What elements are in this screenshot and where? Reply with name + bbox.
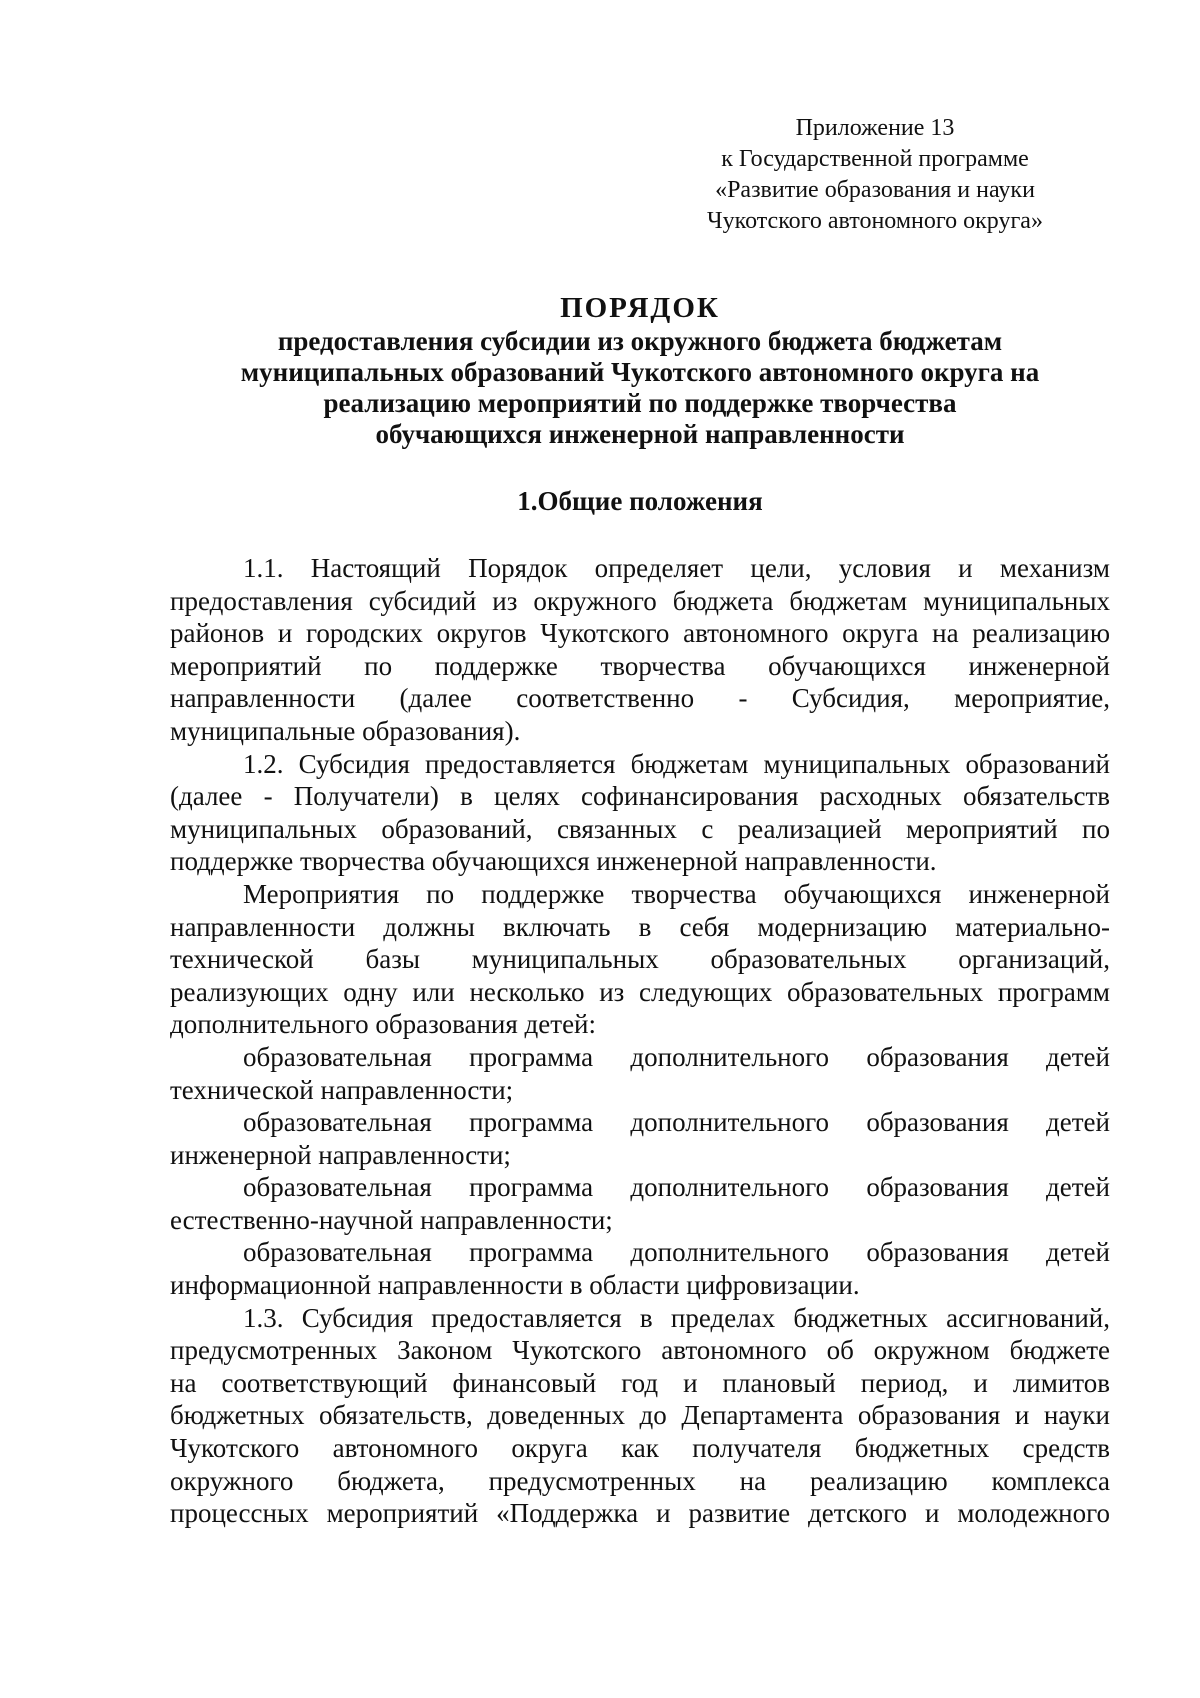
paragraph-line: дополнительного образования детей:: [170, 1009, 597, 1040]
paragraph-line: (далее - Получатели) в целях софинансирования расходных обязательств: [170, 781, 1110, 812]
paragraph-line: бюджетных обязательств, доведенных до Департамента образования и науки: [170, 1400, 1110, 1431]
list-item-line: технической направленности;: [170, 1074, 514, 1105]
appendix-line: «Развитие образования и науки: [715, 177, 1035, 203]
paragraph-line: процессных мероприятий «Поддержка и развитие детского и молодежного: [170, 1498, 1110, 1529]
paragraph-line: направленности должны включать в себя модернизацию материально-: [170, 911, 1110, 942]
paragraph-line: окружного бюджета, предусмотренных на реализацию комплекса: [170, 1465, 1110, 1496]
body-text: [170, 552, 1110, 1530]
document-subtitle-line: реализацию мероприятий по поддержке творчества: [323, 388, 957, 418]
paragraph-line: муниципальные образования).: [170, 715, 521, 746]
list-item-line: информационной направленности в области цифровизации.: [170, 1270, 860, 1301]
document-subtitle-line: обучающихся инженерной направленности: [375, 419, 905, 449]
list-item-line: инженерной направленности;: [170, 1139, 511, 1170]
paragraph-line: на соответствующий финансовый год и плановый период, и лимитов: [170, 1367, 1110, 1398]
list-item-line: образовательная программа дополнительного образования детей: [243, 1107, 1110, 1138]
document-title: ПОРЯДОК: [560, 292, 720, 324]
appendix-line: Чукотского автономного округа»: [707, 208, 1043, 234]
document-title-block: [170, 290, 1110, 450]
appendix-header: [690, 113, 1060, 237]
paragraph-line: технической базы муниципальных образовательных организаций,: [170, 944, 1110, 975]
paragraph-line: 1.3. Субсидия предоставляется в пределах бюджетных ассигнований,: [243, 1302, 1110, 1333]
paragraph-line: 1.2. Субсидия предоставляется бюджетам муниципальных образований: [243, 748, 1110, 779]
paragraph-line: предоставления субсидий из окружного бюджета бюджетам муниципальных: [170, 585, 1110, 616]
appendix-line: Приложение 13: [795, 115, 955, 141]
paragraph-line: мероприятий по поддержке творчества обучающихся инженерной: [170, 650, 1110, 681]
paragraph-line: поддержке творчества обучающихся инженерной направленности.: [170, 846, 937, 877]
document-subtitle-line: муниципальных образований Чукотского автономного округа на: [240, 357, 1040, 387]
section-heading: 1.Общие положения: [517, 486, 763, 516]
paragraph-line: муниципальных образований, связанных с реализацией мероприятий по: [170, 813, 1110, 844]
paragraph-line: направленности (далее соответственно - Субсидия, мероприятие,: [170, 683, 1110, 714]
appendix-line: к Государственной программе: [721, 146, 1029, 172]
paragraph-line: Мероприятия по поддержке творчества обучающихся инженерной: [243, 878, 1110, 909]
list-item-line: образовательная программа дополнительного образования детей: [243, 1237, 1110, 1268]
paragraph-line: 1.1. Настоящий Порядок определяет цели, условия и механизм: [243, 553, 1110, 583]
document-subtitle-line: предоставления субсидии из окружного бюджета бюджетам: [277, 326, 1003, 356]
paragraph-line: районов и городских округов Чукотского автономного округа на реализацию: [170, 618, 1110, 649]
paragraph-line: реализующих одну или несколько из следующих образовательных программ: [170, 976, 1110, 1007]
paragraph-line: Чукотского автономного округа как получателя бюджетных средств: [170, 1433, 1110, 1464]
list-item-line: образовательная программа дополнительного образования детей: [243, 1172, 1110, 1203]
paragraph-line: предусмотренных Законом Чукотского автономного об окружном бюджете: [170, 1335, 1110, 1366]
list-item-line: естественно-научной направленности;: [170, 1204, 613, 1235]
list-item-line: образовательная программа дополнительного образования детей: [243, 1041, 1110, 1072]
